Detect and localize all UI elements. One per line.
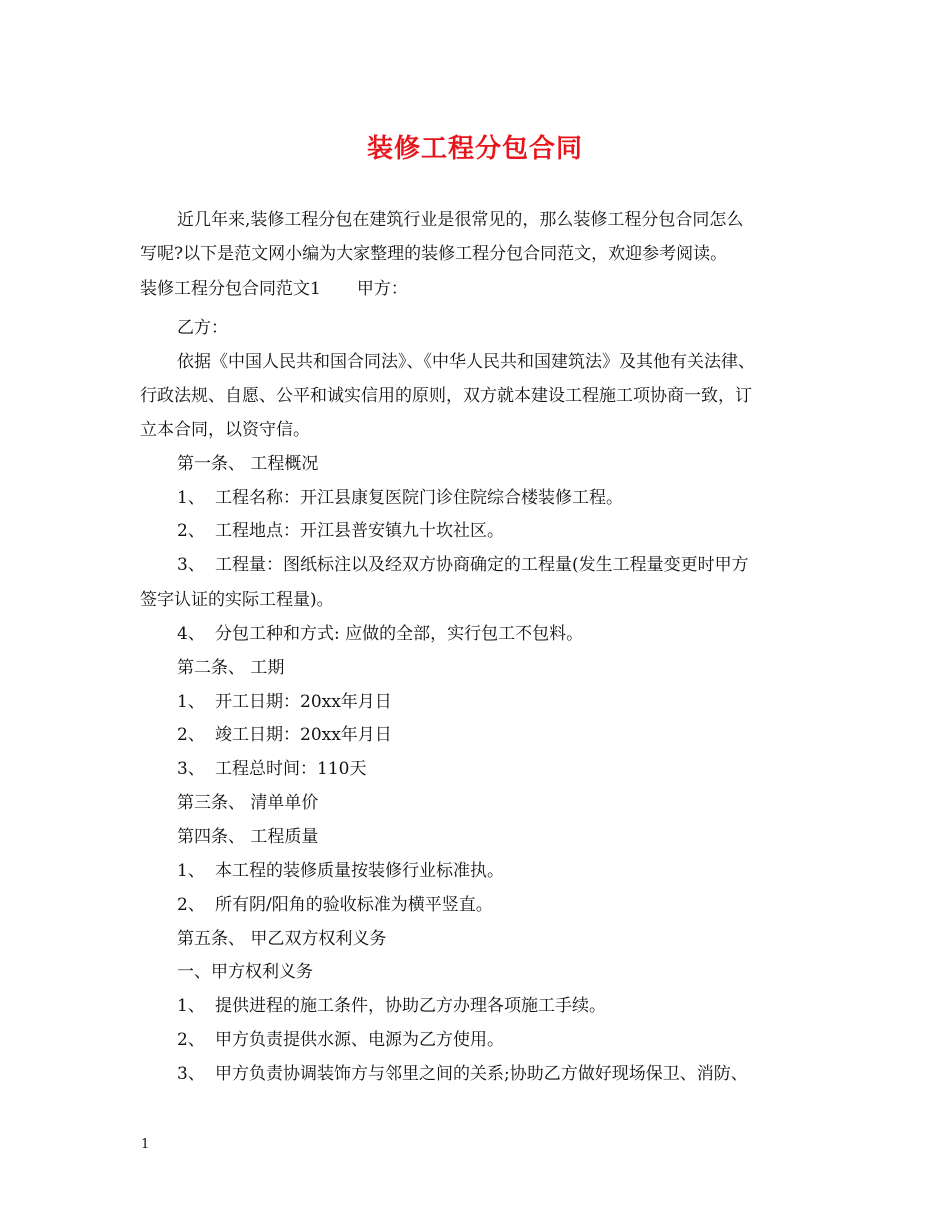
- item-text: 工程名称：开江县康复医院门诊住院综合楼装修工程。: [215, 488, 623, 508]
- article5-item: [177, 994, 606, 1018]
- preamble-line-3: 立本合同，以资守信。: [140, 420, 310, 440]
- article4-heading: 第四条、 工程质量: [177, 827, 319, 847]
- article1-item: [177, 622, 583, 646]
- item-text: 分包工种和方式: 应做的全部，实行包工不包料。: [215, 624, 584, 644]
- article1-item: [177, 519, 504, 543]
- article2-item: [177, 690, 392, 714]
- item-number: 2、: [177, 895, 205, 915]
- article1-item: [177, 486, 623, 510]
- article2-item: [177, 723, 392, 747]
- article1-heading: 第一条、 工程概况: [177, 454, 319, 474]
- article4-item: [177, 893, 493, 917]
- article2-item: [177, 757, 366, 781]
- item-text: 竣工日期：20xx年月日: [215, 725, 392, 745]
- party-a-label: 甲方：: [356, 279, 408, 299]
- party-b-label: 乙方：: [177, 318, 228, 338]
- article5-heading: 第五条、 甲乙双方权利义务: [177, 929, 387, 949]
- item-text: 所有阴/阳角的验收标准为横平竖直。: [215, 895, 493, 915]
- item-number: 1、: [177, 996, 205, 1016]
- item-number: 3、: [177, 1064, 205, 1084]
- item-number: 3、: [177, 759, 205, 779]
- article1-item: [177, 553, 749, 577]
- sample-heading: 装修工程分包合同范文1: [140, 279, 321, 299]
- item-number: 1、: [177, 692, 205, 712]
- item-text: 工程总时间：110天: [215, 759, 367, 779]
- page-number: 1: [141, 1137, 150, 1152]
- item-number: 1、: [177, 861, 205, 881]
- item-text: 甲方负责协调装饰方与邻里之间的关系;协助乙方做好现场保卫、消防、: [215, 1064, 748, 1084]
- item-number: 2、: [177, 725, 205, 745]
- article5-item: [177, 1062, 748, 1086]
- sample-heading-row: [140, 277, 408, 301]
- article1-item-continuation: 签字认证的实际工程量)。: [140, 590, 334, 610]
- item-number: 2、: [177, 521, 205, 541]
- article2-heading: 第二条、 工期: [177, 658, 285, 678]
- item-number: 4、: [177, 624, 205, 644]
- item-text: 提供进程的施工条件，协助乙方办理各项施工手续。: [215, 996, 606, 1016]
- item-text: 开工日期：20xx年月日: [215, 692, 392, 712]
- preamble-line-2: 行政法规、自愿、公平和诚实信用的原则，双方就本建设工程施工项协商一致，订: [140, 386, 752, 406]
- item-text: 本工程的装修质量按装修行业标准执。: [215, 861, 504, 881]
- intro-line-1: 近几年来,装修工程分包在建筑行业是很常见的，那么装修工程分包合同怎么: [177, 210, 744, 230]
- article3-heading: 第三条、 清单单价: [177, 793, 319, 813]
- intro-line-2: 写呢?以下是范文网小编为大家整理的装修工程分包合同范文，欢迎参考阅读。: [140, 244, 728, 264]
- item-number: 1、: [177, 488, 205, 508]
- document-title: 装修工程分包合同: [366, 134, 583, 164]
- item-text: 甲方负责提供水源、电源为乙方使用。: [215, 1030, 504, 1050]
- article5-subheading: 一、甲方权利义务: [177, 962, 313, 982]
- article5-item: [177, 1028, 504, 1052]
- preamble-line-1: 依据《中国人民共和国合同法》、《中华人民共和国建筑法》及其他有关法律、: [177, 352, 755, 372]
- item-number: 2、: [177, 1030, 205, 1050]
- item-text: 工程量：图纸标注以及经双方协商确定的工程量(发生工程量变更时甲方: [215, 555, 749, 575]
- item-text: 工程地点：开江县普安镇九十坎社区。: [215, 521, 504, 541]
- item-number: 3、: [177, 555, 205, 575]
- article4-item: [177, 859, 504, 883]
